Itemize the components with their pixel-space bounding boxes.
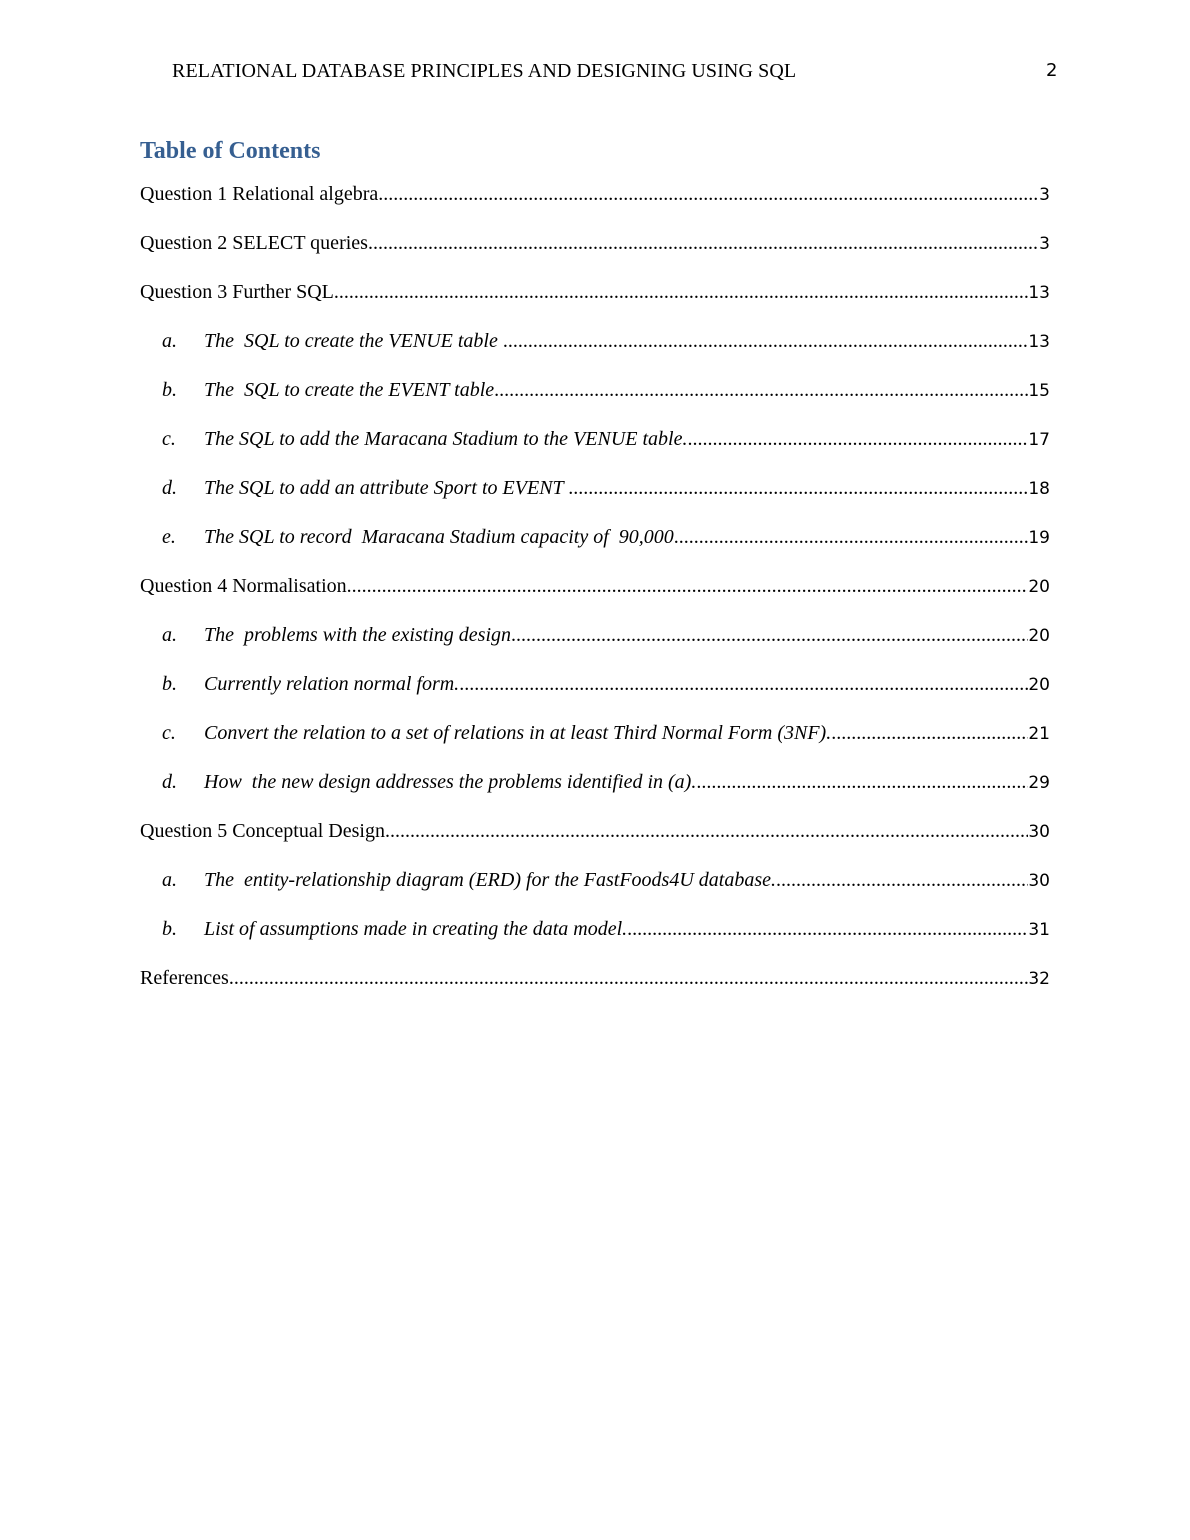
toc-entry[interactable]: [0, 278, 1050, 327]
dot-leader: [696, 768, 1028, 796]
toc-entry-title: How the new design addresses the problems identified in (a).: [204, 771, 697, 793]
dot-leader: [378, 180, 1039, 208]
toc-entry-title: Question 1 Relational algebra: [140, 183, 379, 205]
toc-entry-label: e.: [162, 526, 176, 548]
toc-entry-title: The entity-relationship diagram (ERD) for the FastFoods4U database.: [204, 869, 776, 891]
toc-entry-label: c.: [162, 428, 176, 450]
toc-subentry[interactable]: [0, 866, 1050, 915]
dot-leader: [688, 425, 1029, 453]
toc-subentry[interactable]: [0, 523, 1050, 572]
toc-subentry[interactable]: [0, 376, 1050, 425]
toc-subentry[interactable]: [0, 425, 1050, 474]
toc-entry-title: The problems with the existing design: [204, 624, 512, 646]
toc-heading: Table of Contents: [140, 138, 321, 164]
toc-subentry[interactable]: [0, 621, 1050, 670]
toc-subentry[interactable]: [0, 915, 1050, 964]
toc-entry-title: The SQL to create the VENUE table: [204, 330, 503, 352]
toc-list: [0, 180, 1190, 1013]
dot-leader: [494, 376, 1028, 404]
toc-entry-label: b.: [162, 918, 177, 940]
toc-entry-label: d.: [162, 477, 177, 499]
toc-entry-page: 20: [1028, 577, 1050, 597]
toc-entry-title: The SQL to add the Maracana Stadium to the VENUE table.: [204, 428, 688, 450]
toc-entry-label: a.: [162, 624, 177, 646]
dot-leader: [511, 621, 1028, 649]
toc-entry-title: Question 5 Conceptual Design: [140, 820, 385, 842]
toc-subentry[interactable]: [0, 719, 1050, 768]
toc-entry-page: 18: [1028, 479, 1050, 499]
toc-entry-page: 30: [1028, 822, 1050, 842]
toc-entry-label: a.: [162, 330, 177, 352]
dot-leader: [674, 523, 1029, 551]
toc-subentry[interactable]: [0, 670, 1050, 719]
dot-leader: [459, 670, 1028, 698]
toc-entry[interactable]: [0, 817, 1050, 866]
dot-leader: [347, 572, 1029, 600]
dot-leader: [568, 474, 1028, 502]
dot-leader: [776, 866, 1028, 894]
dot-leader: [503, 327, 1029, 355]
toc-entry-label: b.: [162, 673, 177, 695]
toc-entry-label: c.: [162, 722, 176, 744]
toc-entry-page: 21: [1028, 724, 1050, 744]
toc-entry-page: 13: [1028, 332, 1050, 352]
toc-entry-page: 29: [1028, 773, 1050, 793]
toc-entry-label: a.: [162, 869, 177, 891]
toc-entry-title: The SQL to create the EVENT table: [204, 379, 495, 401]
toc-entry-page: 31: [1028, 920, 1050, 940]
toc-entry-title: References: [140, 967, 229, 989]
toc-entry[interactable]: [0, 964, 1050, 1013]
toc-entry-title: Question 3 Further SQL: [140, 281, 334, 303]
toc-entry-page: 15: [1028, 381, 1050, 401]
toc-entry-page: 13: [1028, 283, 1050, 303]
dot-leader: [831, 719, 1028, 747]
toc-entry-page: 32: [1028, 969, 1050, 989]
toc-entry-page: 17: [1028, 430, 1050, 450]
toc-entry-title: Question 4 Normalisation: [140, 575, 347, 597]
toc-entry-title: Currently relation normal form.: [204, 673, 460, 695]
toc-entry-label: d.: [162, 771, 177, 793]
dot-leader: [385, 817, 1028, 845]
running-head: RELATIONAL DATABASE PRINCIPLES AND DESIGNING USING SQL: [172, 60, 797, 82]
toc-subentry[interactable]: [0, 327, 1050, 376]
toc-entry-title: Question 2 SELECT queries: [140, 232, 368, 254]
toc-entry-title: List of assumptions made in creating the data model.: [204, 918, 628, 940]
toc-entry-page: 20: [1028, 675, 1050, 695]
dot-leader: [229, 964, 1029, 992]
page-number: 2: [1046, 60, 1058, 81]
toc-entry-label: b.: [162, 379, 177, 401]
toc-entry-title: Convert the relation to a set of relations in at least Third Normal Form (3NF).: [204, 722, 832, 744]
toc-entry-page: 19: [1028, 528, 1050, 548]
toc-entry[interactable]: [0, 180, 1050, 229]
toc-entry-page: 30: [1028, 871, 1050, 891]
toc-subentry[interactable]: [0, 768, 1050, 817]
toc-entry[interactable]: [0, 229, 1050, 278]
dot-leader: [368, 229, 1039, 257]
dot-leader: [627, 915, 1028, 943]
toc-entry-page: 3: [1039, 185, 1050, 205]
toc-entry[interactable]: [0, 572, 1050, 621]
toc-entry-page: 20: [1028, 626, 1050, 646]
toc-entry-title: The SQL to record Maracana Stadium capacity of 90,000: [204, 526, 674, 548]
toc-subentry[interactable]: [0, 474, 1050, 523]
toc-entry-page: 3: [1039, 234, 1050, 254]
toc-entry-title: The SQL to add an attribute Sport to EVENT: [204, 477, 569, 499]
dot-leader: [334, 278, 1028, 306]
